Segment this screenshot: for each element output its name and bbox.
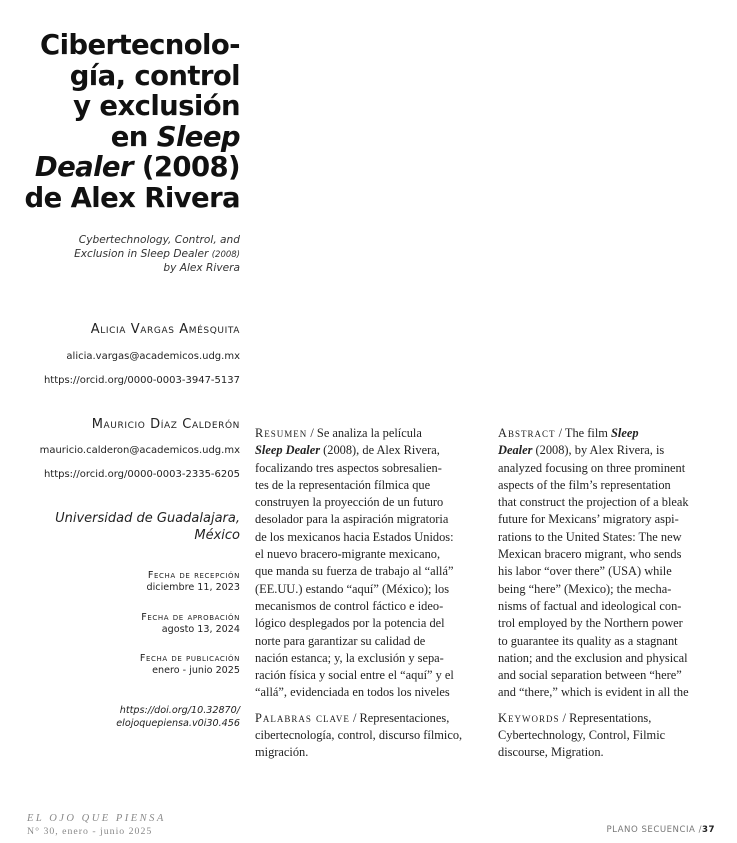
article-title [18,30,240,213]
title-line-1: Cibertecnolo- [39,29,240,61]
title-line-6: de Alex Rivera [24,181,240,214]
doi-link[interactable]: https://doi.org/10.32870/ elojoquepiensa.v0i30.456 [116,705,240,729]
abstract-first-line: Abstract / The film Sleep [498,426,639,440]
title-line-2: gía, control [69,59,240,92]
author-name-1: Alicia Vargas Amésquita [90,322,240,337]
title-line-4: en Sleep [110,120,240,153]
palabras-clave: Palabras clave / Representaciones, cibertecnología, control, discurso fílmico, migración. [255,710,463,760]
received-date: Fecha de recepción diciembre 11, 2023 [146,570,240,593]
abstract-column: Abstract / The film Sleep Dealer (2008), by Alex Rivera, is analyzed focusing on three prominent aspects of the film’s representation that construct the projection of a bleak future for Mexicans’ migratory aspi- rations to the United States: The new Mexican bracero migrant, who sends his labor “over there” (USA) while being “here” (Mexico); the mecha- nisms of factual and ideological con- trol employed by the Northern power to guarantee its quality as a stagnant nation; and the exclusion and physical and social separation between “here” and “there,” which is evident in all the Keywords / Representations, Cybertechnology, Control, Filmic discourse, Migration. [498,425,720,762]
resumen-column: Resumen / Se analiza la película Sleep Dealer (2008), de Alex Rivera, focalizando tres aspectos sobresalien- tes de la representación fílmica que construyen la proyección de un futuro desolador para la aspiración migratoria de los mexicanos hacia Estados Unidos: el nuevo bracero-migrante mexicano, que manda su fuerza de trabajo al “allá” (EE.UU.) estando “aquí” (México); los mecanismos de control fáctico e ideo- lógico desplegados por la potencia del norte para garantizar su calidad de nación estanca; y, la exclusión y sepa- ración física y social entre el “aquí” y el “allá”, evidenciada en todos los niveles Palabras clave / Representaciones, cibertecnología, control, discurso fílmico, migración. [255,425,491,762]
author-orcid-2[interactable]: https://orcid.org/0000-0003-2335-6205 [43,469,240,480]
english-subtitle: Cybertechnology, Control, and Exclusion in Sleep Dealer (2008) by Alex Rivera [74,234,240,274]
keywords: Keywords / Representations, Cybertechnology, Control, Filmic discourse, Migration. [498,710,666,760]
issue-info: N° 30, enero - junio 2025 [27,826,153,837]
institution: Universidad de Guadalajara, México [55,511,240,543]
page-number: 37 [702,825,715,835]
author-email-1[interactable]: alicia.vargas@academicos.udg.mx [66,351,240,362]
author-orcid-1[interactable]: https://orcid.org/0000-0003-3947-5137 [43,375,240,386]
film-title: Sleep Dealer [255,443,321,458]
published-date: Fecha de publicación enero - junio 2025 [139,653,240,676]
section-name: PLANO SECUENCIA / [606,825,703,835]
author-name-2: Mauricio Díaz Calderón [91,417,240,432]
abstract-label: Abstract [498,426,556,440]
author-email-2[interactable]: mauricio.calderon@academicos.udg.mx [39,445,240,456]
resumen-label: Resumen [255,426,308,440]
resumen-first-line: Resumen / Se analiza la película [255,426,422,440]
approved-date: Fecha de aprobación agosto 13, 2024 [141,612,240,635]
journal-name: EL OJO QUE PIENSA [27,813,166,824]
title-line-5: Dealer (2008) [34,151,240,183]
page-footer [606,825,715,835]
title-line-3: y exclusión [73,90,240,122]
journal-footer [27,812,166,838]
